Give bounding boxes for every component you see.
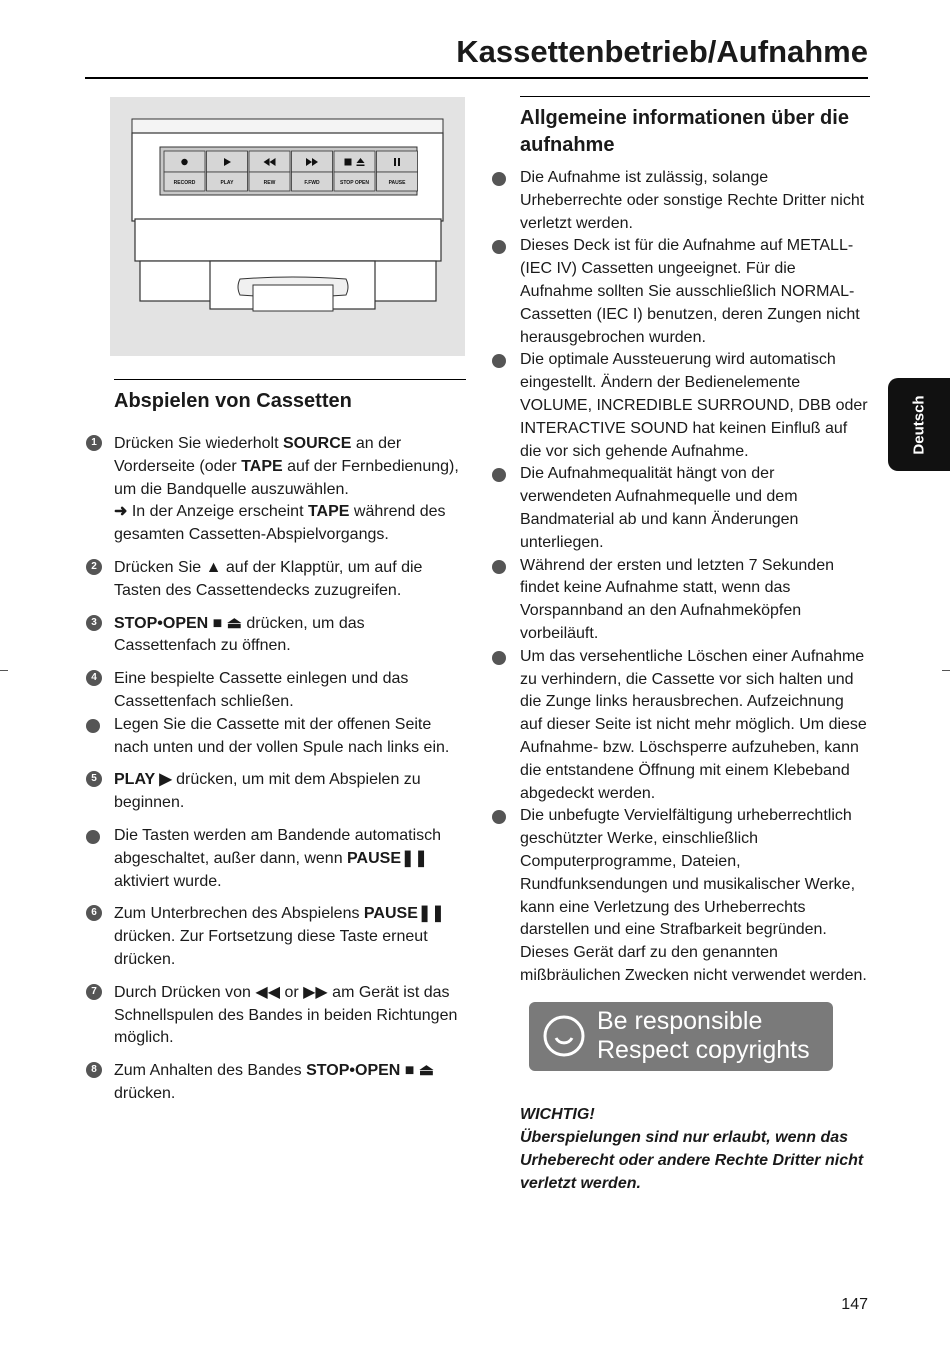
step-number: 4	[86, 670, 102, 686]
step-note	[86, 714, 466, 760]
recording-info-list	[492, 167, 870, 988]
step-key: STOP•OPEN ■ ⏏	[306, 1062, 435, 1080]
playback-steps	[86, 433, 466, 1106]
step-item	[86, 1060, 466, 1106]
step-text: Zum Unterbrechen des Abspielens	[114, 905, 364, 923]
important-notice	[520, 1103, 870, 1195]
important-label: WICHTIG!	[520, 1105, 595, 1123]
step-text: aktiviert wurde.	[114, 872, 222, 890]
deck-button-label: PLAY	[220, 180, 234, 186]
language-label: Deutsch	[910, 394, 928, 455]
bullet-icon	[492, 810, 506, 824]
deck-button-play	[207, 151, 248, 191]
info-text: Die Aufnahmequalität hängt von der verwendeten Aufnahmequelle und dem Bandmaterial ab und kann Änderungen unterliegen.	[520, 465, 799, 551]
step-text: Zum Anhalten des Bandes	[114, 1062, 307, 1080]
info-item	[492, 805, 870, 987]
bullet-icon	[492, 560, 506, 574]
important-text: Überspielungen sind nur erlaubt, wenn das Urheberecht oder andere Rechte Dritter nicht verletzt werden.	[520, 1128, 864, 1192]
bullet-icon	[492, 172, 506, 186]
step-text: Legen Sie die Cassette mit der offenen Seite nach unten und der vollen Spule nach links ein.	[114, 715, 450, 756]
step-text: Die Tasten werden am Bandende automatisch abgeschaltet, außer dann, wenn	[114, 826, 442, 867]
info-item	[492, 463, 870, 554]
page-title: Kassettenbetrieb/Aufnahme	[456, 34, 868, 69]
step-item	[86, 982, 466, 1050]
step-text: an der Vorderseite (oder	[114, 435, 402, 475]
step-item	[86, 557, 466, 603]
info-text: Während der ersten und letzten 7 Sekunden findet keine Aufnahme statt, wenn das Vorspannband an den Aufnahmeköpfen vorbeiläuft.	[520, 556, 834, 642]
info-item	[492, 646, 870, 806]
deck-button-record	[164, 151, 205, 191]
language-tab	[888, 378, 950, 471]
step-key: SOURCE	[282, 435, 352, 452]
step-text: drücken.	[114, 1084, 176, 1102]
step-text: Drücken Sie ▲ auf der Klapptür, um auf die Tasten des Cassettendecks zuzugreifen.	[114, 558, 423, 599]
section-rule	[520, 96, 870, 97]
bullet-icon	[492, 468, 506, 482]
respect-line-1: Be responsible	[597, 1007, 763, 1036]
bullet-icon	[492, 354, 506, 368]
step-key: PLAY ▶	[114, 771, 172, 789]
step-item	[86, 613, 466, 659]
info-item	[492, 167, 870, 235]
info-text: Um das versehentliche Löschen einer Aufnahme zu verhindern, die Cassette vor sich halten und die Zunge links herausbrechen. Aufzeichnung auf dieser Seite ist nicht mehr möglich. Um diese Aufnahme- bzw. Löschsperre aufzuheben, kann die entstandene Öffnung mit einem Klebeband abgedeckt werden.	[520, 647, 867, 802]
step-item	[86, 769, 466, 815]
info-item	[492, 349, 870, 463]
left-column	[86, 379, 466, 1116]
section-title-playback: Abspielen von Cassetten	[114, 390, 352, 412]
cassette-deck-figure	[110, 97, 465, 356]
step-key: TAPE	[241, 457, 283, 475]
crop-mark	[0, 670, 8, 671]
step-number: 3	[86, 615, 102, 631]
step-number: 6	[86, 905, 102, 921]
bullet-icon	[492, 651, 506, 665]
step-key: PAUSE❚❚	[347, 849, 428, 867]
step-number: 1	[86, 435, 102, 451]
deck-button-label: PAUSE	[388, 180, 406, 186]
crop-mark	[942, 670, 950, 671]
step-text: Drücken Sie wiederholt	[114, 435, 283, 452]
deck-button-rew	[249, 151, 290, 191]
bullet-icon	[86, 830, 100, 844]
info-text: Die Aufnahme ist zulässig, solange Urheberrechte oder sonstige Rechte Dritter nicht verletzt werden.	[520, 169, 865, 232]
step-key: STOP•OPEN ■ ⏏	[114, 614, 242, 632]
step-note	[86, 825, 466, 893]
respect-text	[597, 1007, 810, 1065]
step-item	[86, 668, 466, 714]
step-number: 2	[86, 559, 102, 575]
info-text: Dieses Deck ist für die Aufnahme auf METALL-(IEC IV) Cassetten ungeeignet. Für die Aufnahme sollten Sie ausschließlich NORMAL-Cassetten (IEC I) benutzen, deren Zungen nicht herausgebrochen wurden.	[520, 237, 860, 346]
cassette-deck-illustration	[110, 97, 465, 356]
step-number: 8	[86, 1062, 102, 1078]
deck-button-label: REW	[263, 180, 276, 186]
step-text: während des gesamten Cassetten-Abspielvorgangs.	[114, 503, 446, 544]
step-text: drücken, um das Cassettenfach zu öffnen.	[114, 614, 365, 655]
step-item	[86, 433, 466, 547]
step-text: drücken, um mit dem Abspielen zu beginnen.	[114, 771, 421, 812]
info-item	[492, 235, 870, 349]
step-text: In der Anzeige erscheint	[127, 503, 308, 521]
section-title-recording: Allgemeine informationen über die aufnahme	[520, 107, 849, 156]
info-text: Die unbefugte Vervielfältigung urheberrechtlich geschützter Werke, einschließlich Computerprogramme, Dateien, Rundfunksendungen und musikalischer Werke, kann eine Verletzung des Urheberrechts darstellen und eine Strafbarkeit begründen. Dieses Gerät darf zu den genannten mißbräulichen Zwecken nicht verwendet werden.	[520, 807, 867, 984]
arrow-right-icon: ➜	[114, 503, 128, 521]
copyright-circle-icon	[543, 1015, 585, 1057]
deck-button-stop-open	[334, 151, 375, 191]
section-rule	[114, 379, 466, 380]
record-icon	[181, 159, 187, 165]
step-item	[86, 903, 466, 971]
deck-button-label: RECORD	[173, 180, 196, 186]
step-text: Eine bespielte Cassette einlegen und das Cassettenfach schließen.	[114, 670, 409, 710]
deck-button-f-fwd	[292, 151, 333, 191]
step-text: Durch Drücken von ◀◀ or ▶▶ am Gerät ist das Schnellspulen des Bandes in beiden Richtungen möglich.	[114, 983, 458, 1047]
deck-button-pause	[377, 151, 418, 191]
deck-button-label: F.FWD	[304, 180, 320, 186]
respect-copyrights-banner	[529, 1002, 833, 1071]
bullet-icon	[86, 719, 100, 733]
page-number: 147	[841, 1296, 868, 1313]
info-item	[492, 555, 870, 646]
step-number: 7	[86, 984, 102, 1000]
step-number: 5	[86, 771, 102, 787]
step-text: drücken. Zur Fortsetzung diese Taste erneut drücken.	[114, 928, 428, 968]
step-key: PAUSE❚❚	[363, 905, 445, 923]
step-text: auf der Fernbedienung), um die Bandquelle auszuwählen.	[114, 457, 459, 498]
header-rule	[85, 77, 868, 79]
bullet-icon	[492, 240, 506, 254]
respect-line-2: Respect copyrights	[597, 1036, 810, 1065]
deck-button-label: STOP OPEN	[340, 180, 369, 186]
right-column	[492, 96, 870, 1195]
step-key: TAPE	[307, 503, 350, 521]
info-text: Die optimale Aussteuerung wird automatisch eingestellt. Ändern der Bedienelemente VOLUME, INCREDIBLE SURROUND, DBB oder INTERACTIVE SOUND hat keinen Einfluß auf die vor sich gehende Aufnahme.	[520, 351, 868, 460]
